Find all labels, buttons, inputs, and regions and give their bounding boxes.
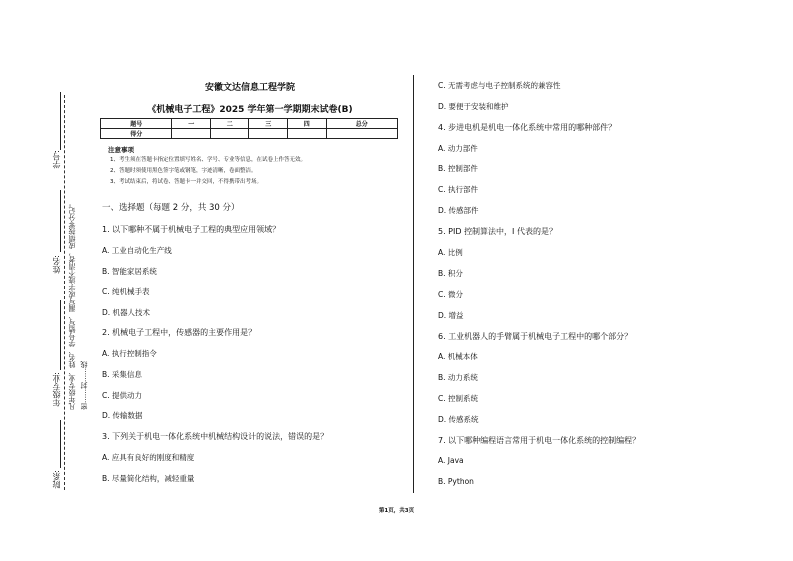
option-text: C. 无需考虑与电子控制系统的兼容性 — [438, 81, 561, 90]
question-text: 4. 步进电机是机电一体化系统中常用的哪种部件？ — [438, 123, 617, 132]
binding-dashed-line — [64, 95, 65, 490]
score-table-score-row — [101, 129, 398, 139]
page-number: 第1页，共3页 — [378, 508, 415, 514]
score-cell: 总分 — [326, 119, 397, 129]
option-text: C. 控制系统 — [438, 394, 479, 403]
option-text: A. 工业自动化生产线 — [102, 246, 172, 255]
score-table — [100, 118, 398, 139]
option-text: A. 应具有良好的刚度和精度 — [102, 453, 195, 462]
option-text: D. 增益 — [438, 311, 464, 320]
option-text: A. 机械本体 — [438, 352, 478, 361]
student-id-label: 学号: — [52, 150, 61, 169]
binding-warning: 凡年级专业、姓名、学号错写、漏写或字迹不清者，成绩按零分记。 — [68, 200, 76, 410]
score-input-cell — [172, 129, 211, 139]
score-cell: 三 — [249, 119, 288, 129]
notice-title: 注意事项 — [108, 146, 134, 154]
option-text: C. 纯机械手表 — [102, 287, 150, 296]
option-text: D. 传感部件 — [438, 206, 479, 215]
score-input-cell — [288, 129, 327, 139]
score-input-cell — [249, 129, 288, 139]
question-text: 3. 下列关于机电一体化系统中机械结构设计的说法，错误的是？ — [102, 432, 329, 441]
score-cell: 得分 — [101, 129, 172, 139]
student-id-line — [60, 92, 61, 150]
option-text: B. 控制部件 — [438, 164, 478, 173]
question-text: 5. PID 控制算法中，I 代表的是？ — [438, 227, 557, 236]
score-input-cell — [210, 129, 249, 139]
option-text: C. 提供动力 — [102, 391, 143, 400]
name-label: 姓名: — [52, 255, 61, 274]
option-text: B. 智能家居系统 — [102, 267, 157, 276]
option-text: B. 动力系统 — [438, 373, 478, 382]
option-text: D. 传输数据 — [102, 411, 143, 420]
option-text: D. 机器人技术 — [102, 308, 151, 317]
option-text: C. 执行部件 — [438, 185, 479, 194]
question-text: 2. 机械电子工程中，传感器的主要作用是？ — [102, 328, 257, 337]
option-text: B. 积分 — [438, 269, 463, 278]
option-text: C. 微分 — [438, 290, 464, 299]
score-cell: 四 — [288, 119, 327, 129]
option-text: D. 传感系统 — [438, 415, 479, 424]
option-text: A. 执行控制指令 — [102, 349, 157, 358]
score-cell: 题号 — [101, 119, 172, 129]
name-line — [60, 190, 61, 252]
option-text: A. 动力部件 — [438, 144, 478, 153]
seal-line-text: 密……封……线 — [80, 361, 88, 410]
class-line — [60, 300, 61, 370]
score-cell: 二 — [210, 119, 249, 129]
college-label: 院系: — [52, 470, 61, 489]
option-text: D. 要便于安装和维护 — [438, 102, 509, 111]
notice-item: 3、考试结束后，将试卷、答题卡一并交回，不得携带出考场。 — [110, 179, 263, 185]
option-text: B. 尽量简化结构，减轻重量 — [102, 474, 195, 483]
college-line — [60, 420, 61, 468]
score-cell: 一 — [172, 119, 211, 129]
notice-item: 2、答题时须使用黑色签字笔或钢笔，字迹清晰，卷面整洁。 — [110, 168, 257, 174]
option-text: B. 采集信息 — [102, 370, 142, 379]
class-label: 年级专业: — [52, 372, 61, 407]
notice-item: 1、考生须在答题卡指定位置填写姓名、学号、专业等信息，在试卷上作答无效。 — [110, 157, 307, 163]
question-text: 6. 工业机器人的手臂属于机械电子工程中的哪个部分？ — [438, 332, 633, 341]
school-name: 安徽文达信息工程学院 — [204, 83, 295, 93]
question-text: 7. 以下哪种编程语言常用于机电一体化系统的控制编程？ — [438, 436, 641, 445]
score-table-header-row — [101, 119, 398, 129]
option-text: B. Python — [438, 477, 474, 486]
section-title: 一、选择题（每题 2 分，共 30 分） — [102, 203, 240, 213]
score-input-cell — [326, 129, 397, 139]
column-divider — [413, 75, 414, 493]
exam-title: 《机械电子工程》2025 学年第一学期期末试卷(B) — [147, 105, 353, 115]
question-text: 1. 以下哪种不属于机械电子工程的典型应用领域？ — [102, 225, 281, 234]
option-text: A. 比例 — [438, 248, 463, 257]
option-text: A. Java — [438, 456, 464, 465]
